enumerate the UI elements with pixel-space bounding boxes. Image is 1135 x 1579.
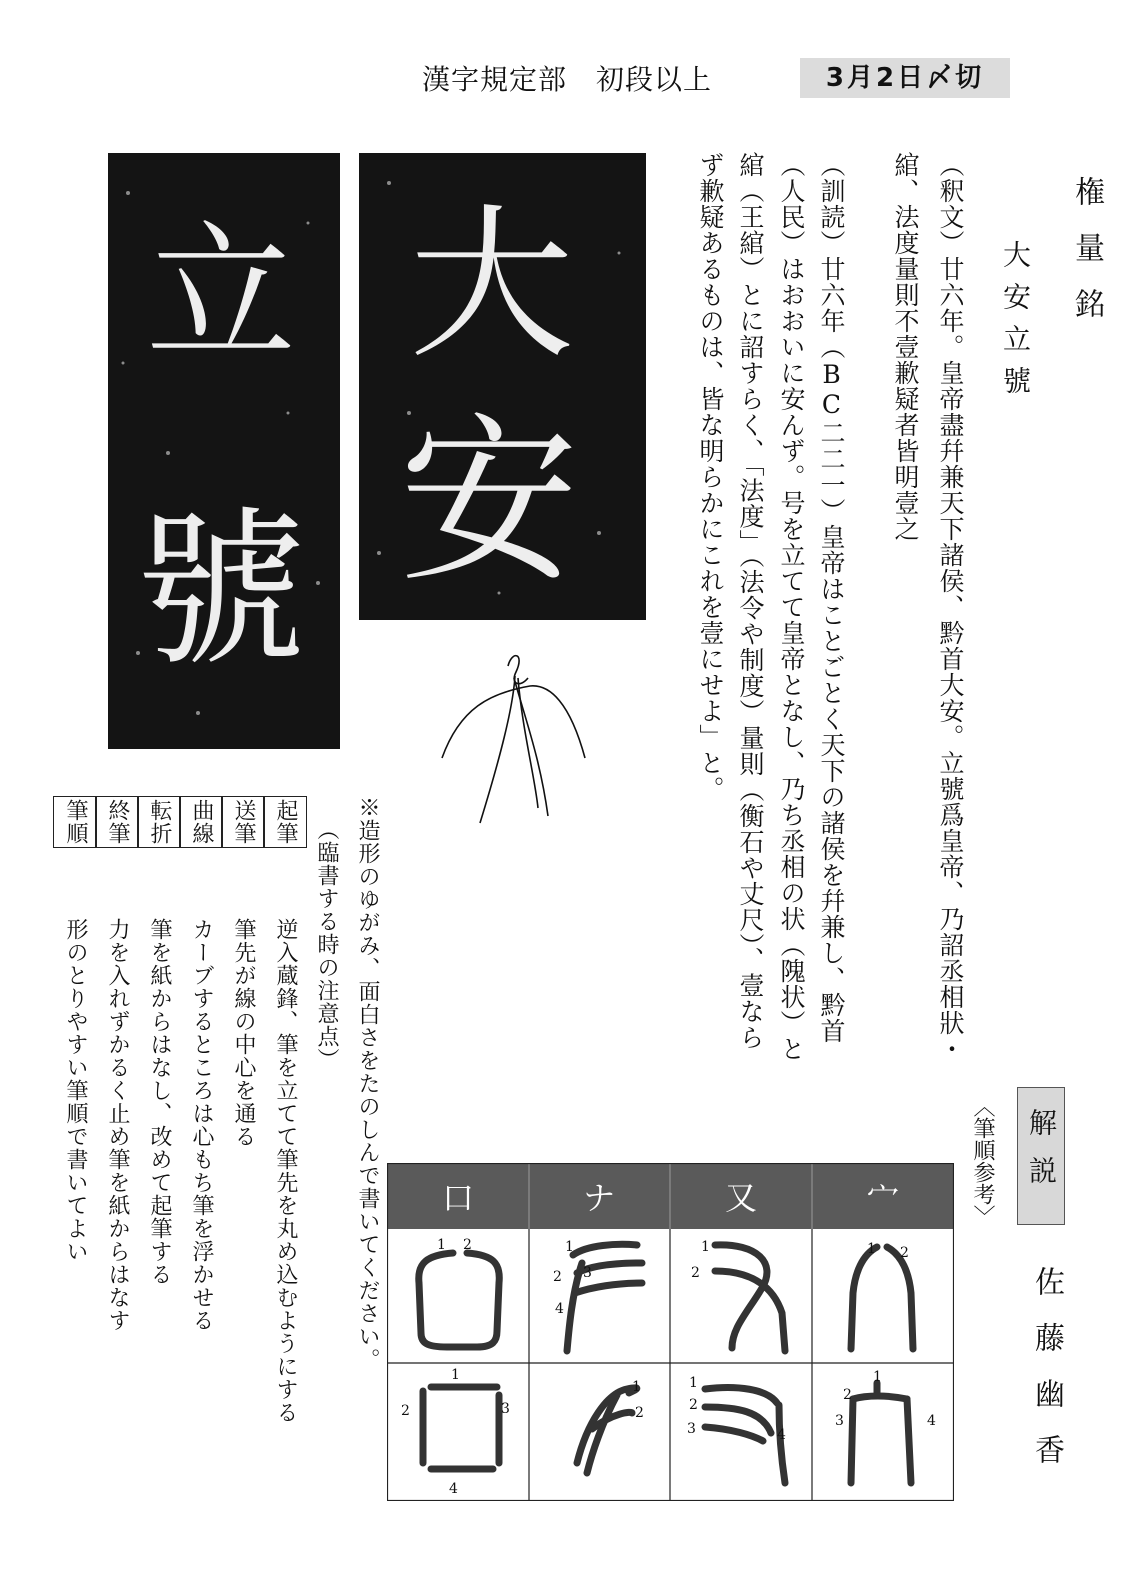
body-column: ず歉疑あるものは、皆な明らかにこれを壹にせよ」と。	[696, 152, 725, 802]
stroke-order-ref-label: 〈筆順参考〉	[970, 1095, 995, 1227]
rubbing-char: 大	[409, 189, 574, 381]
deadline-badge: 3月2日〆切	[800, 58, 1010, 98]
stroke-number: 3	[501, 1401, 510, 1417]
notes-subheading: （臨書する時の注意点）	[314, 818, 339, 1071]
note-item	[53, 796, 97, 1263]
stroke-number: 2	[401, 1403, 410, 1419]
note-text: 力を入れずかるく止め筆を紙からはなす	[105, 918, 130, 1332]
note-label: 起筆	[263, 796, 307, 848]
stroke-number: 3	[687, 1421, 696, 1437]
header-department: 漢字規定部 初段以上	[422, 63, 713, 96]
stroke-number: 1	[565, 1239, 574, 1255]
body-column: 綰、法度量則不壹歉疑者皆明壹之	[891, 152, 920, 542]
stroke-number: 1	[873, 1369, 882, 1385]
notes-heading: ※造形のゆがみ、面白さをたのしんで書いてください。	[355, 796, 380, 1371]
stroke-number: 1	[437, 1237, 446, 1253]
stroke-number: 1	[867, 1241, 876, 1257]
table-header-cell: 又	[724, 1179, 758, 1217]
note-text: 筆を紙からはなし、改めて起筆する	[147, 918, 172, 1286]
stroke-number: 2	[553, 1269, 562, 1285]
stroke-number: 4	[927, 1413, 936, 1429]
author-name: 佐藤幽香	[1029, 1266, 1064, 1490]
note-label: 筆順	[53, 796, 97, 848]
note-label: 送筆	[221, 796, 265, 848]
rubbing-char: 立	[146, 208, 297, 382]
stroke-number: 1	[689, 1375, 698, 1391]
stroke-number: 2	[843, 1387, 852, 1403]
stroke-number: 1	[701, 1239, 710, 1255]
work-title: 権量銘	[1069, 176, 1104, 344]
stroke-order-table	[387, 1163, 954, 1501]
note-label: 終筆	[95, 796, 139, 848]
stroke-number: 3	[583, 1265, 592, 1281]
stroke-number: 4	[555, 1301, 564, 1317]
rubbing-image-1	[108, 153, 340, 749]
rubbing-char: 號	[136, 492, 307, 690]
body-column: （釈文）廿六年。皇帝盡幷兼天下諸侯、黔首大安。立號爲皇帝、乃詔丞相狀・	[936, 152, 965, 1062]
rubbing-char: 安	[399, 398, 580, 607]
stroke-sketch-dai	[430, 648, 600, 828]
note-label: 曲線	[179, 796, 223, 848]
note-text: 筆先が線の中心を通る	[231, 918, 256, 1148]
commentary-label: 解説	[1017, 1087, 1065, 1225]
note-item	[221, 796, 265, 1148]
stroke-number: 4	[449, 1481, 458, 1497]
table-header-cell: 口	[441, 1179, 475, 1217]
note-item	[95, 796, 139, 1332]
stroke-number: 2	[635, 1405, 644, 1421]
table-header-cell: 宀	[866, 1179, 900, 1217]
body-column: （人民）はおおいに安んず。号を立てて皇帝となし、乃ち丞相の状（隗状）と	[777, 152, 806, 1062]
stroke-diagrams	[419, 1244, 913, 1483]
note-item	[179, 796, 223, 1332]
stroke-number: 4	[777, 1427, 786, 1443]
stroke-number: 2	[689, 1397, 698, 1413]
stroke-number: 1	[632, 1379, 641, 1395]
work-text: 大安立號	[999, 240, 1032, 408]
body-column: （訓読）廿六年（BC二二一）皇帝はことごとく天下の諸侯を幷兼し、黔首	[817, 152, 846, 1044]
note-label: 転折	[137, 796, 181, 848]
body-column: 綰（王綰）とに詔すらく、「法度」（法令や制度）量則（衡石や丈尺）、壹なら	[736, 152, 765, 1051]
table-header-cell: ナ	[582, 1179, 616, 1217]
note-text: カーブするところは心もち筆を浮かせる	[189, 918, 214, 1332]
stroke-number: 1	[451, 1367, 460, 1383]
note-item	[137, 796, 181, 1286]
stroke-number: 3	[835, 1413, 844, 1429]
stroke-number: 2	[691, 1265, 700, 1281]
rubbing-image-2	[359, 153, 646, 620]
stroke-number: 2	[463, 1237, 472, 1253]
stroke-number: 2	[900, 1245, 909, 1261]
note-text: 形のとりやすい筆順で書いてよい	[63, 918, 88, 1263]
note-item	[263, 796, 307, 1424]
note-text: 逆入蔵鋒、筆を立てて筆先を丸め込むようにする	[273, 918, 298, 1424]
